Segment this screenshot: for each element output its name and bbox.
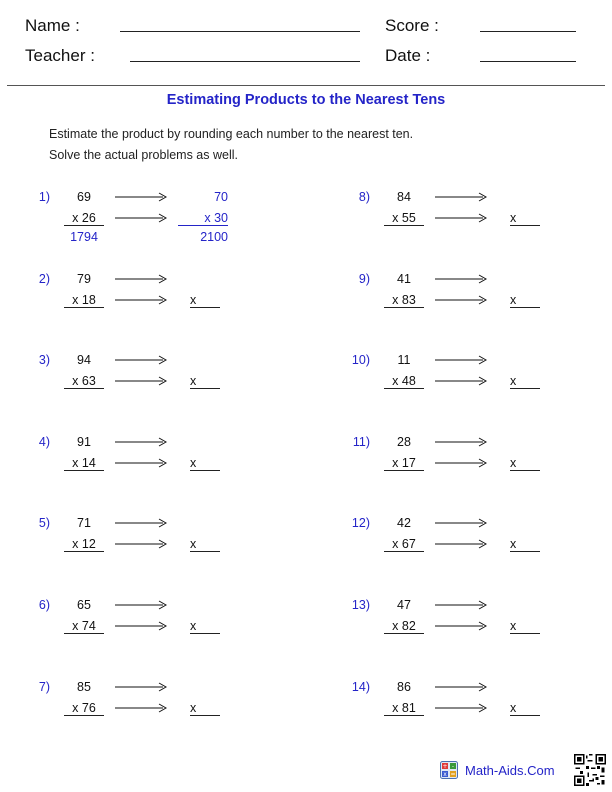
problem-number: 3) [38,353,50,368]
multiplicand: 71 [77,516,91,531]
teacher-label: Teacher : [25,46,95,65]
multiplier: x 17 [384,456,424,471]
name-label: Name : [25,16,80,35]
right-arrow-icon [115,620,167,632]
right-arrow-icon [435,538,487,550]
problem-number: 1) [38,190,50,204]
right-arrow-icon [115,599,167,611]
header-divider [7,85,605,86]
right-arrow-icon [435,702,487,714]
multiplicand: 91 [77,434,91,449]
right-arrow-icon [435,375,487,387]
estimate-blank[interactable]: x [190,537,220,552]
svg-text:-: - [451,763,455,770]
date-label: Date : [385,46,431,65]
estimate-blank[interactable]: x [510,374,540,389]
multiplicand: 42 [397,516,411,531]
multiplicand: 41 [397,271,411,286]
problem-11 [340,432,580,494]
svg-text:=: = [450,771,456,778]
problem-number: 10) [351,353,370,368]
instruction-line-1: Estimate the product by rounding each number to the nearest ten. [49,127,414,141]
right-arrow-icon [115,681,167,693]
score-line [480,31,576,32]
estimate-blank[interactable]: x [190,293,220,308]
right-arrow-icon [435,517,487,529]
name-line [120,31,360,32]
right-arrow-icon [435,457,487,469]
multiplier: x 81 [384,701,424,716]
right-arrow-icon [115,538,167,550]
multiplicand: 94 [77,353,91,368]
problem-5 [20,513,260,575]
right-arrow-icon [115,354,167,366]
problem-4 [20,432,260,494]
multiplier: x 63 [64,374,104,389]
worksheet-title: Estimating Products to the Nearest Tens [166,92,446,108]
problem-10 [340,350,580,412]
problem-number: 12) [351,516,370,531]
problem-number: 11) [352,434,370,449]
qr-code-icon [574,754,606,786]
multiplier: x 26 [64,211,104,226]
problem-number: 8) [358,190,370,204]
right-arrow-icon [115,273,167,285]
teacher-line [130,61,360,62]
score-label: Score : [385,16,439,35]
multiplicand: 84 [397,190,411,204]
problem-number: 7) [38,679,50,694]
multiplier: x 12 [64,537,104,552]
right-arrow-icon [435,681,487,693]
right-arrow-icon [435,436,487,448]
multiplicand: 85 [77,679,91,694]
right-arrow-icon [435,294,487,306]
right-arrow-icon [115,294,167,306]
right-arrow-icon [435,212,487,224]
right-arrow-icon [115,457,167,469]
multiplier: x 83 [384,293,424,308]
multiplier: x 18 [64,293,104,308]
estimate-blank[interactable]: x [510,211,540,226]
multiplier: x 82 [384,619,424,634]
problem-6 [20,595,260,657]
multiplier: x 67 [384,537,424,552]
problem-12 [340,513,580,575]
right-arrow-icon [435,599,487,611]
right-arrow-icon [115,436,167,448]
right-arrow-icon [115,191,167,203]
estimate-blank[interactable]: x [190,374,220,389]
multiplicand: 86 [397,679,411,694]
estimate-blank[interactable]: x [190,701,220,716]
estimate-blank[interactable]: x [510,293,540,308]
multiplier: x 76 [64,701,104,716]
right-arrow-icon [115,517,167,529]
estimate-blank[interactable]: x [510,456,540,471]
site-name[interactable]: Math-Aids.Com [465,763,555,778]
problem-3 [20,350,260,412]
estimate-blank[interactable]: x [510,701,540,716]
multiplier: x 14 [64,456,104,471]
problem-number: 13) [351,598,370,612]
multiplier: x 55 [384,211,424,226]
problem-14 [340,677,580,739]
problem-9 [340,269,580,331]
estimate-blank[interactable]: x [190,456,220,471]
right-arrow-icon [115,702,167,714]
svg-text:x: x [443,771,447,778]
problem-number: 6) [38,598,50,612]
estimate-blank[interactable]: x [510,537,540,552]
problem-number: 5) [38,516,50,531]
multiplicand: 69 [77,190,91,204]
problem-2 [20,269,260,331]
right-arrow-icon [115,375,167,387]
estimate-multiplicand: 70 [214,190,228,204]
problem-13 [340,595,580,657]
multiplicand: 65 [77,598,91,612]
problem-8 [340,187,580,249]
problem-number: 9) [358,271,370,286]
right-arrow-icon [435,354,487,366]
multiplicand: 79 [77,271,91,286]
right-arrow-icon [435,273,487,285]
estimate-blank[interactable]: x [190,619,220,634]
instruction-line-2: Solve the actual problems as well. [49,148,238,162]
problem-number: 2) [38,271,50,286]
problem-1 [20,187,260,249]
right-arrow-icon [435,191,487,203]
estimate-answer: 2100 [200,230,228,244]
estimate-blank[interactable]: x [510,619,540,634]
calculator-icon [440,761,458,779]
svg-text:+: + [442,763,448,770]
multiplier: x 48 [384,374,424,389]
problem-7 [20,677,260,739]
right-arrow-icon [435,620,487,632]
right-arrow-icon [115,212,167,224]
multiplicand: 47 [397,598,411,612]
date-line [480,61,576,62]
multiplicand: 28 [397,434,411,449]
multiplicand: 11 [397,353,411,368]
multiplier: x 74 [64,619,104,634]
actual-answer: 1794 [70,230,98,244]
estimate-multiplier: x 30 [178,211,228,226]
problem-number: 14) [351,679,370,694]
problem-number: 4) [38,434,50,449]
